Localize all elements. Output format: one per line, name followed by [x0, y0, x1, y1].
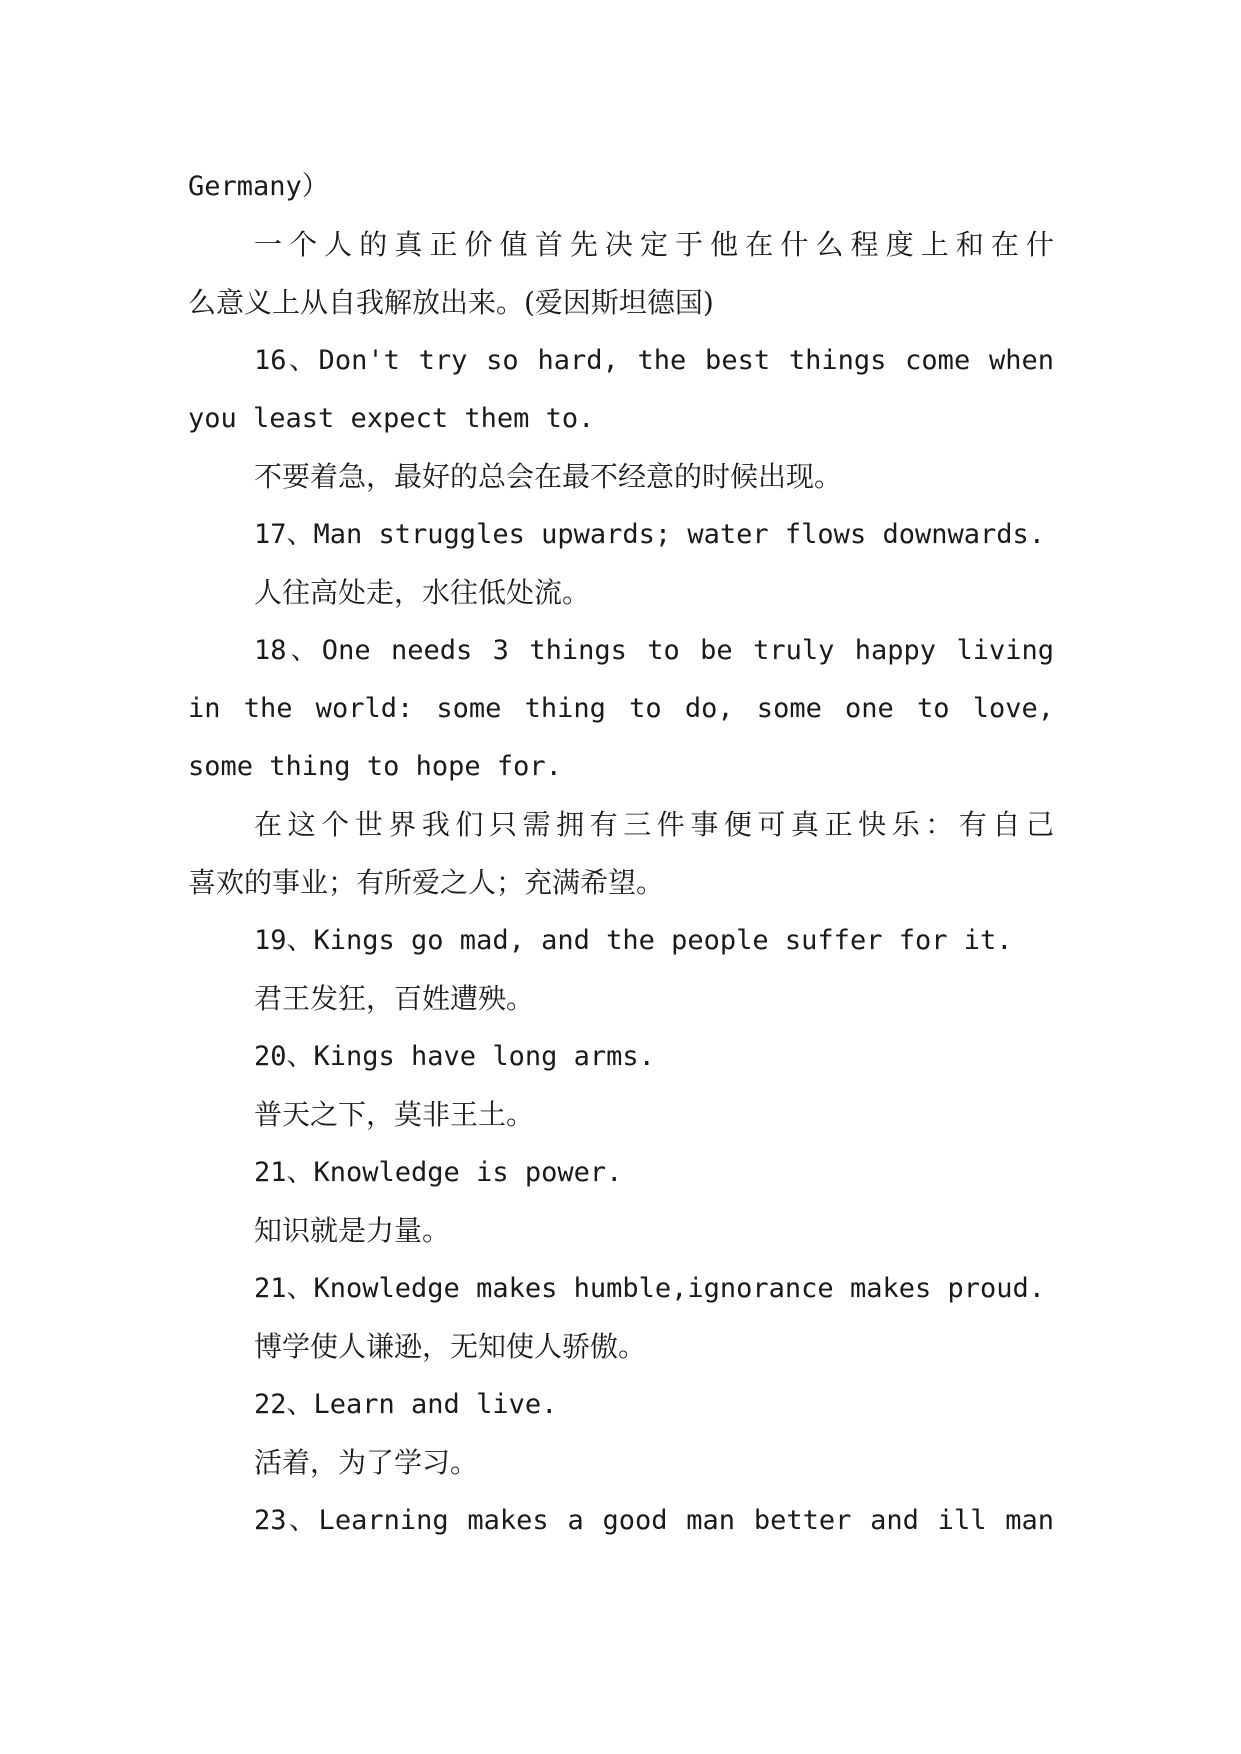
text-line: 23、Learning makes a good man better and ill man [254, 1505, 1054, 1536]
text-line: 20、Kings have long arms. [254, 1041, 655, 1072]
text-line: 22、Learn and live. [254, 1389, 558, 1420]
text-line: some thing to hope for. [188, 751, 562, 782]
text-line: 人往高处走，水往低处流。 [254, 576, 591, 609]
text-line: 在这个世界我们只需拥有三件事便可真正快乐：有自己 [254, 808, 1054, 841]
text-line: 活着，为了学习。 [254, 1446, 479, 1479]
text-line: 普天之下，莫非王土。 [254, 1098, 535, 1131]
text-line: 么意义上从自我解放出来。(爱因斯坦德国) [188, 286, 714, 319]
text-line: 18、One needs 3 things to be truly happy living [254, 635, 1054, 666]
text-line: 一个人的真正价值首先决定于他在什么程度上和在什 [254, 228, 1054, 261]
document-page [188, 158, 1054, 1550]
text-line: Germany） [188, 171, 329, 202]
text-line: 喜欢的事业；有所爱之人；充满希望。 [188, 866, 665, 899]
text-line: 16、Don't try so hard, the best things come when [254, 345, 1054, 376]
text-line: you least expect them to. [188, 403, 595, 434]
text-line: 知识就是力量。 [254, 1214, 451, 1247]
text-line: 不要着急，最好的总会在最不经意的时候出现。 [254, 460, 843, 493]
text-line: in the world: some thing to do, some one to love, [188, 693, 1054, 724]
text-line: 17、Man struggles upwards; water flows downwards. [254, 519, 1046, 550]
text-line: 君王发狂，百姓遭殃。 [254, 982, 535, 1015]
text-line: 博学使人谦逊，无知使人骄傲。 [254, 1330, 647, 1363]
text-line: 19、Kings go mad, and the people suffer for it. [254, 925, 1013, 956]
text-line: 21、Knowledge makes humble,ignorance makes proud. [254, 1273, 1046, 1304]
text-line: 21、Knowledge is power. [254, 1157, 623, 1188]
